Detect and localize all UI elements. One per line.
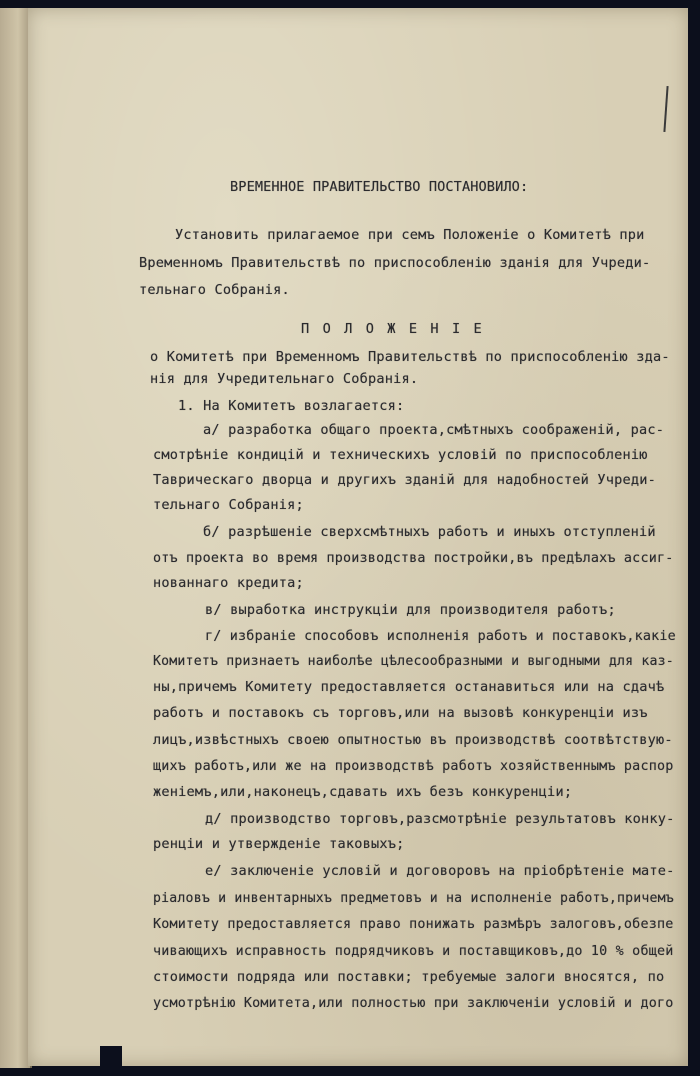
item-e-line-5: стоимости подряда или поставки; требуемые залоги вносятся, по [153,969,665,985]
document-page [28,8,688,1066]
item-g-line-2: Комитетъ признаетъ наиболѣе цѣлесообразными и выгодными для каз- [153,654,674,669]
item-b-line-3: нованнаго кредита; [153,575,304,591]
section-title: П О Л О Ж Е Н І Е [301,321,485,337]
article-1: 1. На Комитетъ возлагается: [178,398,405,414]
intro-line-2: Временномъ Правительствѣ по приспособленію зданія для Учреди- [139,255,651,271]
item-e-line-2: ріаловъ и инвентарныхъ предметовъ и на исполненіе работъ,причемъ [153,891,674,906]
item-g-line-7: женіемъ,или,наконецъ,сдавать ихъ безъ конкуренціи; [153,784,573,800]
item-g-line-1: г/ избраніе способовъ исполненія работъ и поставокъ,какіе [205,629,676,644]
scan-edge-notch [100,1046,122,1068]
item-a-line-4: тельнаго Собранія; [153,497,304,513]
item-a-line-2: смотрѣніе кондицій и техническихъ условій по приспособленію [153,447,648,463]
document-text [28,8,688,1066]
item-g-line-5: лицъ,извѣстныхъ своею опытностью въ производствѣ соотвѣтствую- [153,732,673,748]
section-subtitle-line-2: нія для Учредительнаго Собранія. [150,371,419,387]
item-v-line-1: в/ выработка инструкціи для производителя работъ; [205,602,616,618]
item-g-line-6: щихъ работъ,или же на производствѣ работъ хозяйственнымъ распор [153,759,674,774]
item-d-line-2: ренціи и утвержденіе таковыхъ; [153,836,405,852]
item-g-line-4: работъ и поставокъ съ торговъ,или на вызовѣ конкуренціи изъ [153,705,648,721]
section-subtitle-line-1: о Комитетѣ при Временномъ Правительствѣ по приспособленію зда- [150,349,670,365]
item-a-line-1: а/ разработка общаго проекта,смѣтныхъ соображеній, рас- [203,422,665,438]
item-b-line-2: отъ проекта во время производства постройки,въ предѣлахъ ассиг- [153,551,674,566]
item-g-line-3: ны,причемъ Комитету предоставляется останавиться или на сдачѣ [153,679,665,695]
item-d-line-1: д/ производство торговъ,разсмотрѣніе результатовъ конку- [205,811,675,827]
intro-line-1: Установить прилагаемое при семъ Положеніе о Комитетѣ при [175,227,645,243]
item-b-line-1: б/ разрѣшеніе сверхсмѣтныхъ работъ и иныхъ отступленій [203,524,656,540]
item-a-line-3: Таврическаго дворца и другихъ зданій для надобностей Учреди- [153,472,657,488]
intro-line-3: тельнаго Собранія. [139,282,290,298]
item-e-line-4: чивающихъ исправность подрядчиковъ и поставщиковъ,до 10 % общей [153,944,674,959]
item-e-line-3: Комитету предоставляется право понижать размѣръ залоговъ,обезпе [153,917,674,932]
document-heading: ВРЕМЕННОЕ ПРАВИТЕЛЬСТВО ПОСТАНОВИЛО: [230,179,529,195]
item-e-line-1: е/ заключеніе условій и договоровъ на пріобрѣтеніе мате- [205,863,675,879]
item-e-line-6: усмотрѣнію Комитета,или полностью при заключеніи условій и дого [153,996,674,1011]
